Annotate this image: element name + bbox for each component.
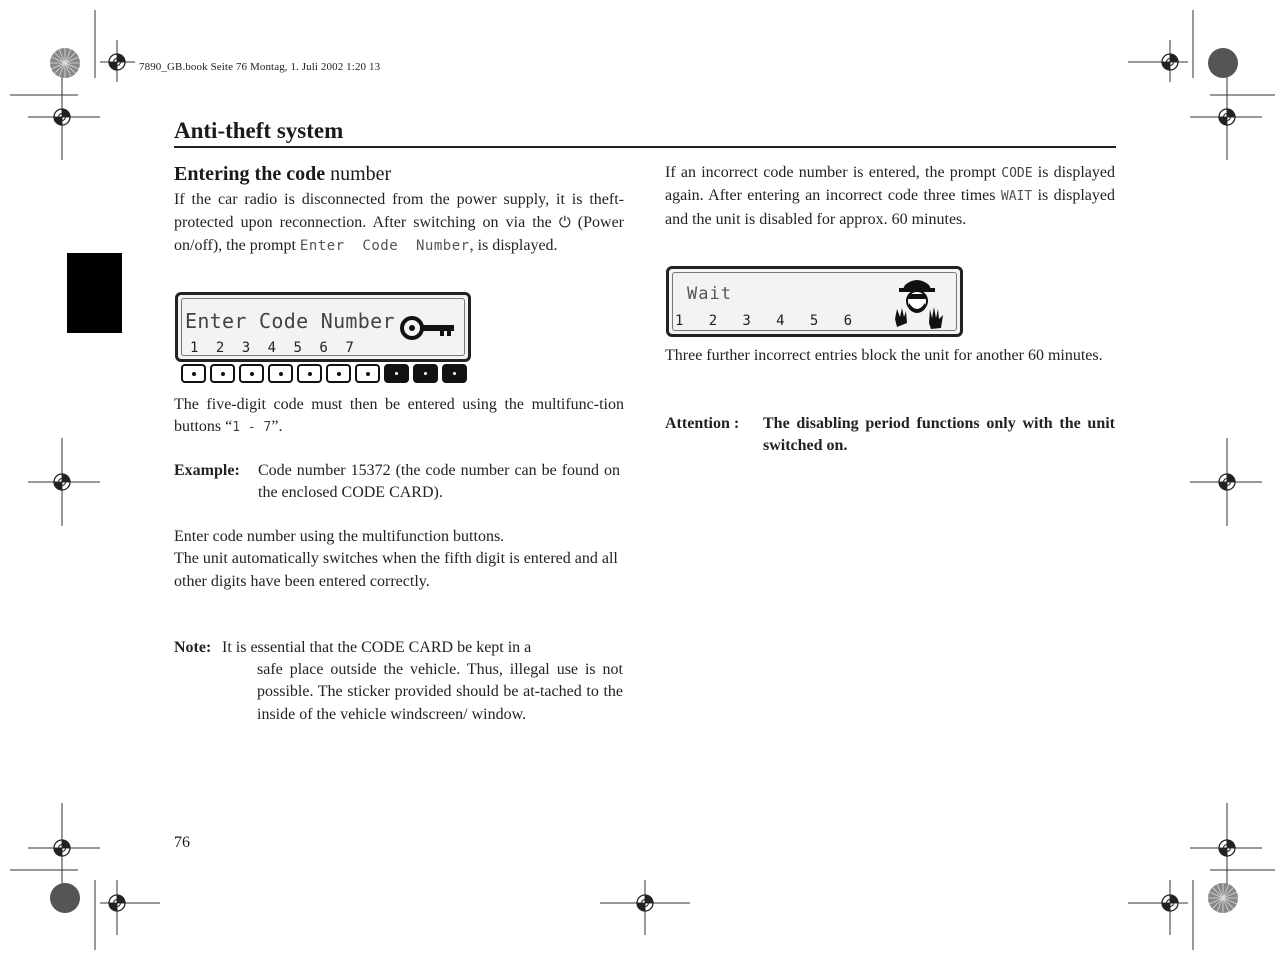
section-title: Anti-theft system — [174, 118, 344, 143]
thief-icon — [889, 273, 949, 333]
note-first-line: It is essential that the CODE CARD be kept in a — [222, 639, 532, 656]
prompt-wait: WAIT — [1000, 189, 1033, 205]
note-text: safe place outside the vehicle. Thus, illegal use is not possible. The sticker provided should be at-tached to the inside of the vehicle windscreen/ window. — [257, 661, 623, 723]
intro-text-2: (Power on/off), the prompt — [174, 214, 624, 254]
lcd-text: Enter Code Number — [185, 309, 395, 333]
button-10[interactable] — [442, 364, 467, 383]
incorrect-code-paragraph — [665, 162, 1115, 231]
page-number: 76 — [174, 834, 190, 851]
button-range: 1 - 7 — [232, 420, 272, 436]
enter-text-2: The unit automatically switches when the fifth digit is entered and all other digits have been entered correctly. — [174, 550, 618, 590]
subsection-title — [174, 163, 391, 186]
subsection-title-rest: number — [325, 163, 392, 185]
five-digit-paragraph — [174, 394, 624, 440]
lcd-display-wait — [666, 266, 963, 337]
title-rule — [174, 146, 1116, 148]
lcd-display-enter-code — [175, 292, 471, 362]
button-3[interactable] — [239, 364, 264, 383]
example-label: Example: — [174, 462, 240, 479]
p1-text-b: is displayed again. After entering an incorrect code three times — [665, 164, 1116, 205]
enter-text-1: Enter code number using the multifunction buttons. — [174, 528, 505, 545]
example-text: Code number 15372 (the code number can be found on the enclosed CODE CARD). — [258, 462, 620, 502]
button-9[interactable] — [413, 364, 438, 383]
prompt-code: CODE — [1001, 166, 1033, 181]
key-icon — [400, 313, 456, 343]
lcd-wait-text: Wait — [687, 284, 732, 304]
button-1[interactable] — [181, 364, 206, 383]
prompt-enter-code: Enter Code Number — [299, 237, 470, 254]
button-2[interactable] — [210, 364, 235, 383]
power-icon: ⏻ — [558, 213, 571, 232]
button-8[interactable] — [384, 364, 409, 383]
lcd-digits: 1 2 3 4 5 6 7 — [190, 340, 354, 356]
button-7[interactable] — [355, 364, 380, 383]
p1-text-a: If an incorrect code number is entered, the prompt — [665, 164, 1002, 181]
intro-text-1: If the car radio is disconnected from the power supply, it is theft-protected upon reconnection. After switching on via the — [174, 191, 624, 232]
attention-text: The disabling period functions only with the unit switched on. — [763, 415, 1115, 455]
intro-paragraph — [174, 189, 624, 257]
p1-text-c: is displayed and the unit is disabled for approx. 60 minutes. — [665, 187, 1115, 228]
enter-paragraph — [174, 526, 629, 593]
button-5[interactable] — [297, 364, 322, 383]
book-info: 7890_GB.book Seite 76 Montag, 1. Juli 2002 1:20 13 — [139, 61, 381, 73]
multifunction-buttons — [181, 364, 467, 383]
button-6[interactable] — [326, 364, 351, 383]
lcd-wait-digits: 1 2 3 4 5 6 — [675, 313, 853, 329]
five-digit-text-1: The five-digit code must then be entered using the multifunc-tion buttons “ — [174, 396, 624, 436]
further-entries-paragraph: Three further incorrect entries block the unit for another 60 minutes. — [665, 347, 1103, 364]
button-4[interactable] — [268, 364, 293, 383]
attention-label: Attention : — [665, 415, 740, 432]
chapter-tab — [67, 253, 122, 333]
subsection-title-bold: Entering the code — [174, 163, 326, 185]
intro-text-3: , is displayed. — [469, 236, 558, 254]
note-label: Note: — [174, 639, 212, 656]
five-digit-text-2: ”. — [271, 418, 283, 436]
